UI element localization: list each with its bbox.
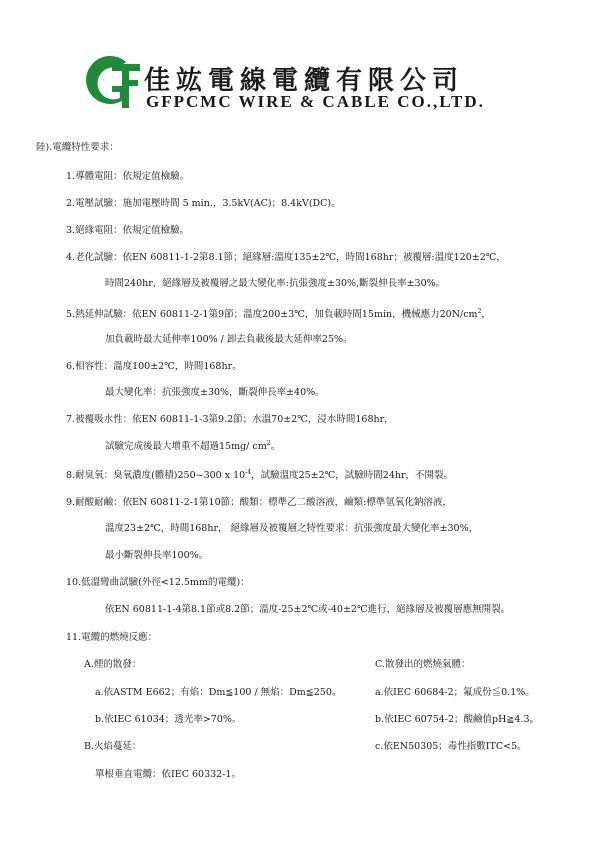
item-11-title: 11.電纜的燃燒反應： [66, 632, 158, 643]
item-8-rest: ，試驗溫度25±2℃，試驗時間24hr，不開裂。 [251, 470, 454, 481]
item-4-line-2: 時間240hr，絕緣層及被覆層之最大變化率:抗張強度±30%,斷裂伸長率±30%。 [105, 278, 446, 289]
item-6-line-1: 6.相容性：溫度100±2℃，時間168hr。 [66, 361, 242, 372]
item-9-line-3: 最小斷裂伸長率100%。 [105, 550, 209, 561]
item-5-text: 5.熱延伸試驗：依EN 60811-2-1第9節；溫度200±3℃，加負載時間15min，機械應力20N/cm [66, 309, 478, 320]
item-11-C-b: b.依IEC 60754-2；酸鹼值pH≧4.3。 [375, 714, 539, 725]
item-5-line-1 [66, 309, 491, 321]
item-6-line-2: 最大變化率：抗張強度±30%，斷裂伸長率±40%。 [105, 387, 325, 398]
item-7-text: 試驗完成後最大增重不超過15mg/ cm [105, 441, 267, 452]
item-7-line-1: 7.被覆吸水性：依EN 60811-1-3第9.2節；水溫70±2℃，浸水時間168hr， [66, 414, 394, 425]
item-4-line-1: 4.老化試驗：依EN 60811-1-2第8.1節；絕緣層:溫度135±2℃，時間168hr；被覆層:溫度120±2℃， [66, 252, 506, 263]
item-11-A-heading: A.煙的散發： [84, 659, 142, 670]
item-11-A-a: a.依ASTM E662；有焰：Dm≦100 / 無焰：Dm≦250。 [95, 687, 342, 698]
item-11-A-b: b.依IEC 61034；透光率>70%。 [95, 714, 242, 725]
item-10-line-2: 依EN 60811-1-4第8.1節或8.2節；溫度-25±2℃或-40±2℃進行，絕緣層及被覆層應無開裂。 [105, 604, 511, 615]
superscript: -4 [245, 468, 252, 476]
item-11-B-1: 單根垂直電纜：依IEC 60332-1。 [95, 769, 241, 780]
company-name-en: GFPCMC WIRE & CABLE CO.,LTD. [146, 92, 485, 111]
section-title: 陸).電纜特性要求： [36, 142, 119, 153]
item-5-line-2: 加負載時最大延伸率100% / 卸去負載後最大延伸率25%。 [105, 334, 353, 345]
item-7-punct: 。 [270, 441, 281, 452]
company-name-zh: 佳竑電線電纜有限公司 [144, 66, 465, 96]
item-5-punct: ， [481, 309, 491, 320]
item-2: 2.電壓試驗：施加電壓時間 5 min.，3.5kV(AC)；8.4kV(DC)。 [66, 198, 341, 209]
company-header [82, 54, 522, 114]
superscript: 2 [477, 307, 482, 315]
item-1: 1.導體電阻：依規定值檢驗。 [66, 171, 190, 182]
item-11-C-a: a.依IEC 60684-2；氟成份≦0.1%。 [375, 687, 535, 698]
company-logo-icon [82, 56, 142, 112]
item-8-text: 8.耐臭氧：臭氧濃度(體積)250~300 x 10 [66, 470, 246, 481]
item-8 [66, 470, 453, 482]
item-9-line-1: 9.耐酸耐鹼：依EN 60811-2-1第10節；酸類：標準乙二酸溶液，鹼類:標準氫氧化鈉溶液， [66, 497, 452, 508]
item-3: 3.絕緣電阻：依規定值檢驗。 [66, 225, 190, 236]
superscript: 2 [266, 439, 271, 447]
item-11-B-heading: B.火焰蔓延： [84, 741, 142, 752]
item-9-line-2: 溫度23±2℃，時間168hr， 絕緣層及被覆層之特性要求：抗張強度最大變化率±30%， [105, 523, 479, 534]
item-11-C-c: c.依EN50305；毒性指數ITC<5。 [375, 741, 527, 752]
item-7-line-2 [105, 441, 280, 453]
item-11-C-heading: C.散發出的燃燒氣體： [375, 659, 471, 670]
item-10-line-1: 10.低溫彎曲試驗(外徑<12.5mm的電纜)： [66, 577, 250, 588]
